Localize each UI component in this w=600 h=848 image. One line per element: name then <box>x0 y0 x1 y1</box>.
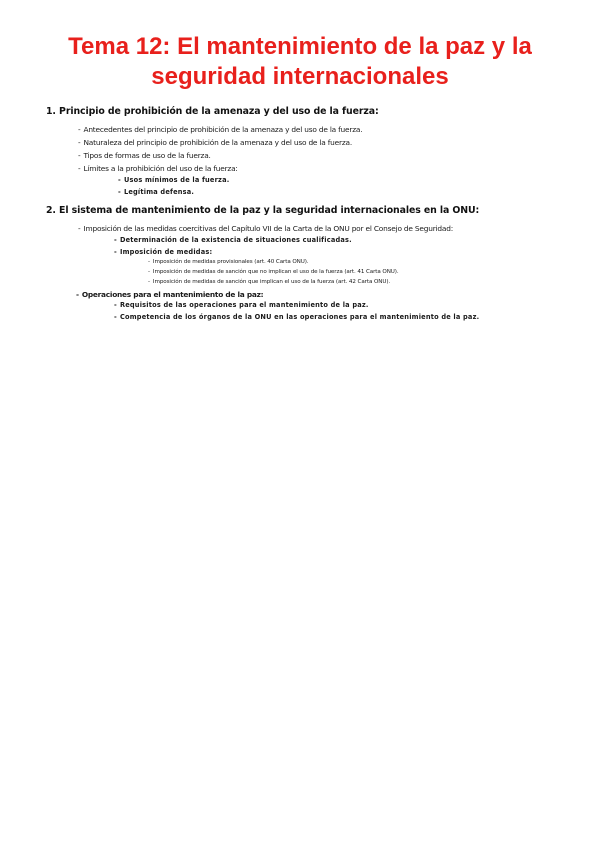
subitem-text: Requisitos de las operaciones para el mantenimiento de la paz. <box>119 301 369 309</box>
section-2-subitem <box>114 248 212 256</box>
item-text: Imposición de las medidas coercitivas del Capítulo VII de la Carta de la ONU por el Consejo de Seguridad: <box>83 224 454 233</box>
section-2-measure-item <box>148 259 308 265</box>
section-1-subitem <box>118 176 229 184</box>
bullet-dash: - <box>78 224 81 233</box>
section-2-measure-item <box>148 269 399 275</box>
bullet-dash: - <box>78 138 81 147</box>
section-1-subitem <box>118 188 194 196</box>
item-text: Operaciones para el mantenimiento de la paz: <box>81 290 264 299</box>
section-2-heading: 2. El sistema de mantenimiento de la paz y la seguridad internacionales en la ONU: <box>46 205 480 216</box>
bullet-dash: - <box>148 259 150 265</box>
item-text: Límites a la prohibición del uso de la fuerza: <box>83 164 238 173</box>
bullet-dash: - <box>78 125 81 134</box>
bullet-dash: - <box>118 188 121 196</box>
section-1-item <box>78 151 211 160</box>
bullet-dash: - <box>76 290 79 299</box>
bullet-dash: - <box>148 279 150 285</box>
subitem-text: Competencia de los órganos de la ONU en las operaciones para el mantenimiento de la paz. <box>119 313 480 321</box>
title-line-1: Tema 12: El mantenimiento de la paz y la <box>68 33 532 60</box>
subitem-text: Imposición de medidas: <box>119 248 213 256</box>
bullet-dash: - <box>78 151 81 160</box>
bullet-dash: - <box>118 176 121 184</box>
bullet-dash: - <box>114 236 117 244</box>
subitem-text: Usos mínimos de la fuerza. <box>123 176 230 184</box>
item-text: Naturaleza del principio de prohibición de la amenaza y del uso de la fuerza. <box>83 138 352 147</box>
measure-text: Imposición de medidas de sanción que no implican el uso de la fuerza (art. 41 Carta ONU). <box>152 269 399 275</box>
item-text: Tipos de formas de uso de la fuerza. <box>83 151 211 160</box>
section-1-heading: 1. Principio de prohibición de la amenaza y del uso de la fuerza: <box>46 106 379 117</box>
bullet-dash: - <box>114 248 117 256</box>
section-1-item <box>78 138 352 147</box>
measure-text: Imposición de medidas de sanción que implican el uso de la fuerza (art. 42 Carta ONU). <box>152 279 391 285</box>
subitem-text: Determinación de la existencia de situaciones cualificadas. <box>119 236 352 244</box>
section-2-subitem <box>114 313 479 321</box>
section-2-subitem <box>114 236 352 244</box>
bullet-dash: - <box>148 269 150 275</box>
section-2-subitem <box>114 301 369 309</box>
section-2-measure-item <box>148 279 390 285</box>
measure-text: Imposición de medidas provisionales (art. 40 Carta ONU). <box>152 259 309 265</box>
subitem-text: Legítima defensa. <box>123 188 195 196</box>
bullet-dash: - <box>114 313 117 321</box>
section-1-item <box>78 125 362 134</box>
item-text: Antecedentes del principio de prohibición de la amenaza y del uso de la fuerza. <box>83 125 363 134</box>
bullet-dash: - <box>114 301 117 309</box>
bullet-dash: - <box>78 164 81 173</box>
document-title <box>20 32 580 92</box>
section-2-item-peacekeeping <box>76 290 263 299</box>
title-line-2: seguridad internacionales <box>151 63 449 90</box>
section-1-item <box>78 164 238 173</box>
section-2-item-coercive-measures <box>78 224 453 233</box>
